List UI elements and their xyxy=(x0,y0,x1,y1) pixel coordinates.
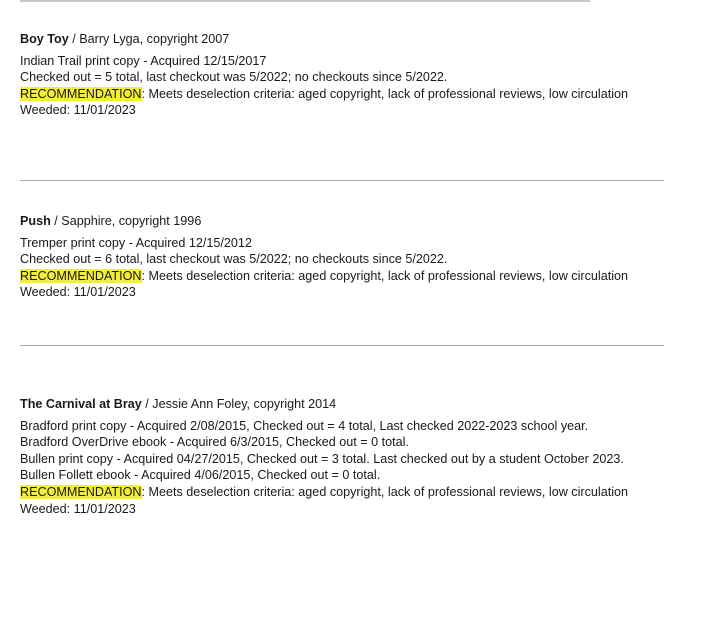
entry-heading xyxy=(20,31,670,48)
section-divider xyxy=(20,180,664,181)
recommendation-line xyxy=(20,86,670,103)
book-entry-carnival-at-bray xyxy=(20,396,670,517)
book-byline: / Sapphire, copyright 1996 xyxy=(50,214,202,228)
book-title: Push xyxy=(20,214,51,228)
book-entry-boy-toy xyxy=(20,31,670,119)
copy-info-line: Bullen Follett ebook - Acquired 4/06/2015, Checked out = 0 total. xyxy=(20,468,381,483)
weeded-date: Weeded: 11/01/2023 xyxy=(20,103,136,118)
entry-heading xyxy=(20,396,670,413)
recommendation-label: RECOMMENDATION xyxy=(20,268,142,283)
book-byline: / Barry Lyga, copyright 2007 xyxy=(68,32,230,46)
book-title: The Carnival at Bray xyxy=(20,397,142,411)
recommendation-text: : Meets deselection criteria: aged copyright, lack of professional reviews, low circulation xyxy=(141,86,628,101)
copy-info-line: Tremper print copy - Acquired 12/15/2012 xyxy=(20,235,252,250)
entry-heading xyxy=(20,213,670,230)
copy-info-line: Bradford OverDrive ebook - Acquired 6/3/2015, Checked out = 0 total. xyxy=(20,435,409,450)
book-title: Boy Toy xyxy=(20,32,69,46)
recommendation-label: RECOMMENDATION xyxy=(20,484,142,499)
weeded-date: Weeded: 11/01/2023 xyxy=(20,285,136,300)
copy-info-line: Bullen print copy - Acquired 04/27/2015, Checked out = 3 total. Last checked out by a student October 2023. xyxy=(20,451,624,466)
copy-info-line: Bradford print copy - Acquired 2/08/2015, Checked out = 4 total, Last checked 2022-2023 school year. xyxy=(20,418,589,433)
section-divider xyxy=(20,345,664,346)
weeded-date: Weeded: 11/01/2023 xyxy=(20,501,136,516)
recommendation-line xyxy=(20,484,670,501)
recommendation-label: RECOMMENDATION xyxy=(20,86,142,101)
top-divider xyxy=(20,0,590,2)
recommendation-text: : Meets deselection criteria: aged copyright, lack of professional reviews, low circulation xyxy=(141,268,628,283)
recommendation-line xyxy=(20,268,670,285)
book-byline: / Jessie Ann Foley, copyright 2014 xyxy=(141,397,337,411)
recommendation-text: : Meets deselection criteria: aged copyright, lack of professional reviews, low circulation xyxy=(141,484,628,499)
checkout-info-line: Checked out = 6 total, last checkout was 5/2022; no checkouts since 5/2022. xyxy=(20,252,448,267)
book-entry-push xyxy=(20,213,670,301)
checkout-info-line: Checked out = 5 total, last checkout was 5/2022; no checkouts since 5/2022. xyxy=(20,70,448,85)
copy-info-line: Indian Trail print copy - Acquired 12/15/2017 xyxy=(20,53,267,68)
